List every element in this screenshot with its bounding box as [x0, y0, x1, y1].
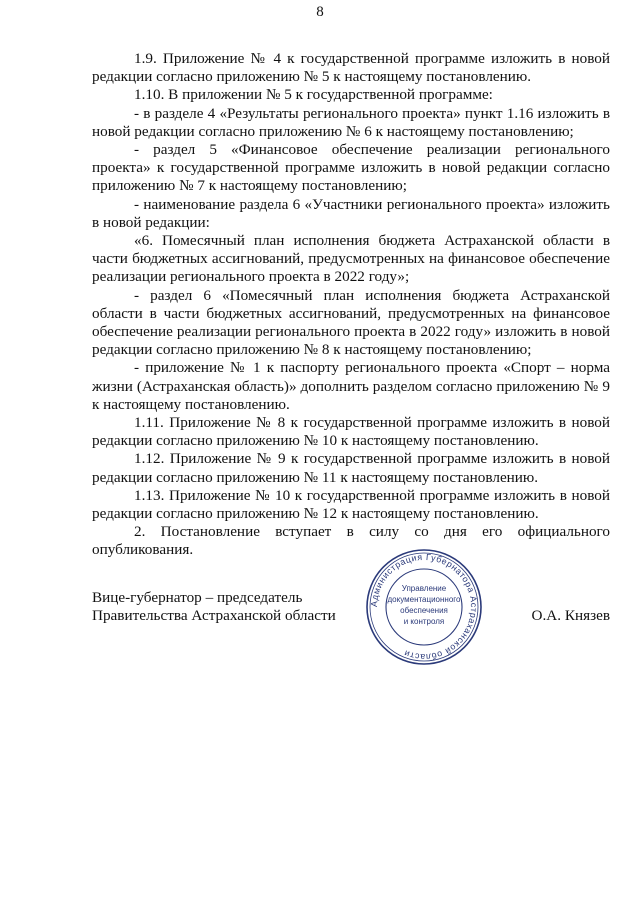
stamp-center-line: и контроля [403, 617, 445, 626]
paragraph: 1.13. Приложение № 10 к государственной программе изложить в новой редакции согласно приложению № 12 к настоящему постановлению. [92, 486, 610, 523]
stamp-center-line: Управление [401, 584, 447, 593]
paragraph: - раздел 5 «Финансовое обеспечение реализации регионального проекта» к государственной программе изложить в новой редакции согласно приложению № 7 к настоящему постановлению; [92, 141, 610, 195]
paragraph: 1.12. Приложение № 9 к государственной программе изложить в новой редакции согласно приложению № 11 к настоящему постановлению. [92, 450, 610, 486]
page-number: 8 [316, 4, 324, 20]
stamp-ring-text: Администрация Губернатора Астраханской области [368, 551, 480, 663]
paragraph: 1.9. Приложение № 4 к государственной программе изложить в новой редакции согласно приложению № 5 к настоящему постановлению. [92, 50, 610, 86]
stamp-center-line: обеспечения [400, 606, 448, 615]
paragraph: 1.11. Приложение № 8 к государственной программе изложить в новой редакции согласно приложению № 10 к настоящему постановлению. [92, 414, 610, 450]
official-stamp [364, 547, 484, 667]
signatory-name: О.А. Князев [531, 607, 610, 624]
signatory-position [92, 589, 336, 625]
stamp-center-line: документационного [387, 595, 461, 604]
paragraph: «6. Помесячный план исполнения бюджета Астраханской области в части бюджетных ассигнований, предусмотренных на финансовое обеспечение реализации регионального проекта в 2022 году»; [92, 232, 610, 286]
document-body [92, 50, 610, 560]
signatory-position-line: Вице-губернатор – председатель [92, 589, 303, 606]
paragraph: - раздел 6 «Помесячный план исполнения бюджета Астраханской области в части бюджетных ассигнований, предусмотренных на финансовое обеспечение реализации регионального проекта в 2022 году» изложить в новой редакции согласно приложению № 8 к настоящему постановлению; [92, 286, 610, 359]
paragraph: - наименование раздела 6 «Участники регионального проекта» изложить в новой редакции: [92, 195, 610, 231]
paragraph: 2. Постановление вступает в силу со дня его официального опубликования. [92, 523, 610, 559]
paragraph: 1.10. В приложении № 5 к государственной программе: [134, 86, 493, 104]
signatory-position-line: Правительства Астраханской области [92, 607, 336, 625]
paragraph: - приложение № 1 к паспорту регионального проекта «Спорт – норма жизни (Астраханская область)» дополнить разделом согласно приложению № 9 к настоящему постановлению. [92, 359, 610, 413]
paragraph: - в разделе 4 «Результаты регионального проекта» пункт 1.16 изложить в новой редакции согласно приложению № 6 к настоящему постановлению; [92, 104, 610, 140]
stamp-graphic [364, 547, 484, 667]
